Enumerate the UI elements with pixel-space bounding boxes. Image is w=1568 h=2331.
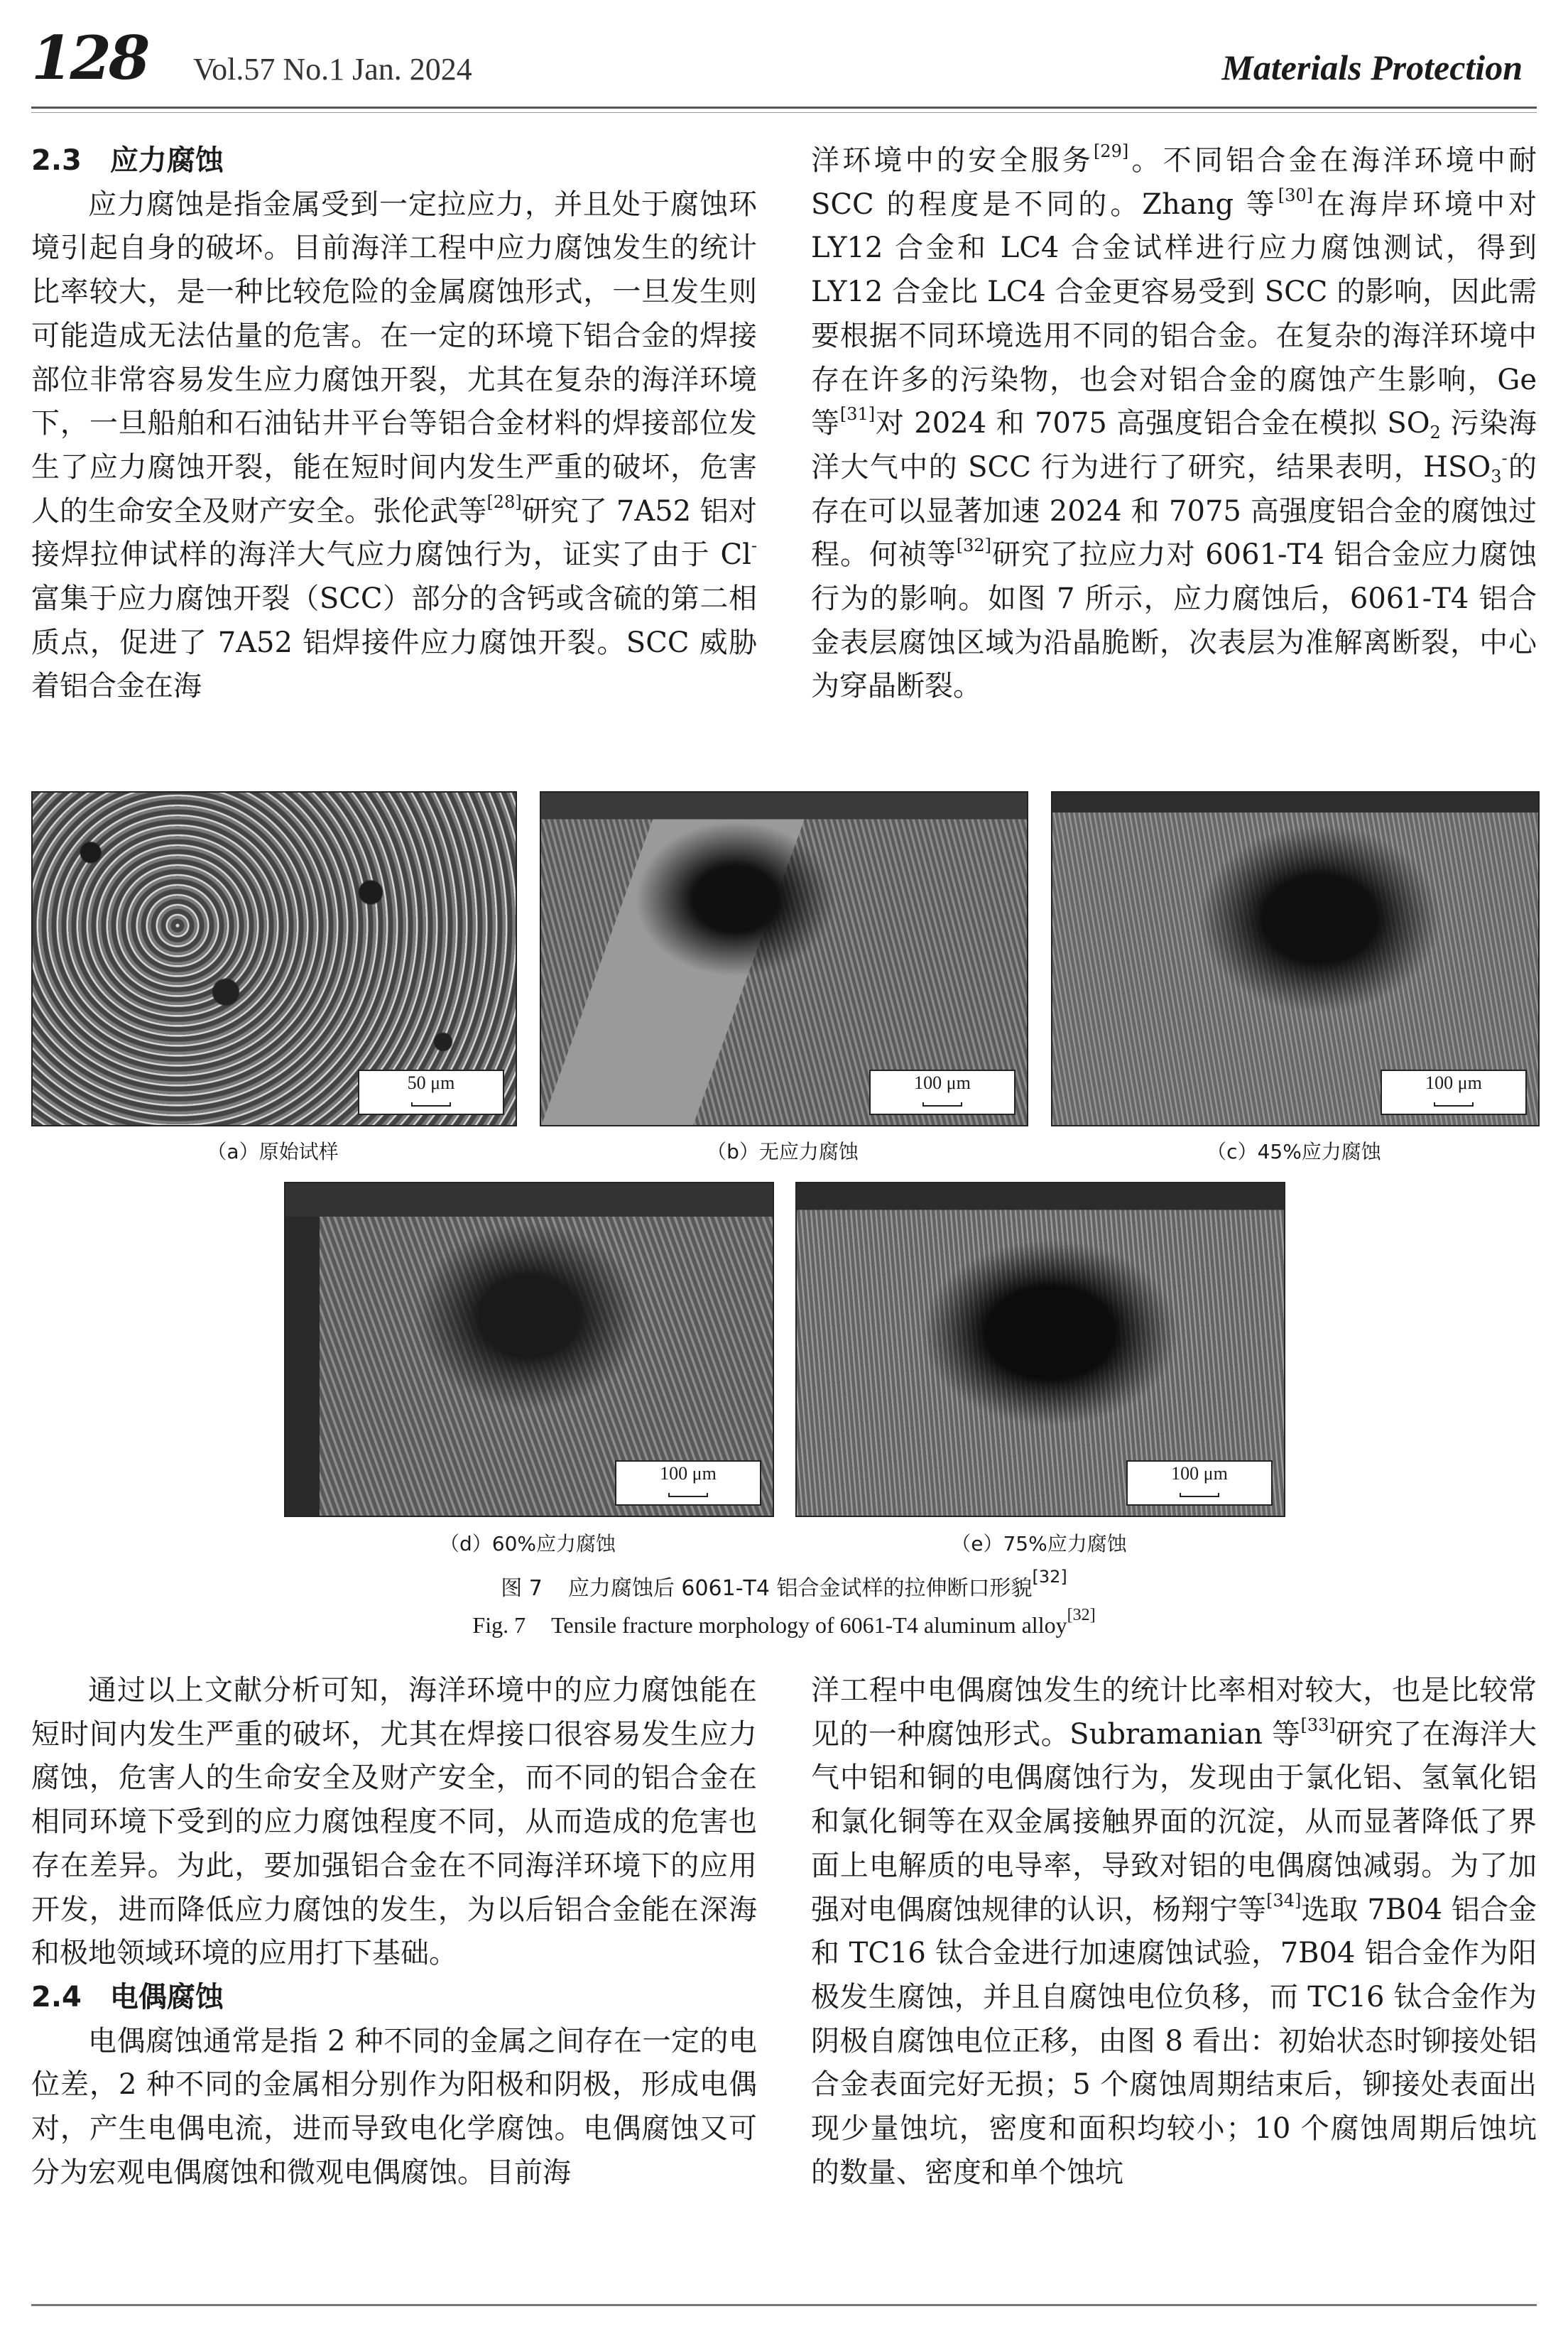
figure-caption-en xyxy=(0,1606,1568,1638)
paragraph: 电偶腐蚀通常是指 2 种不同的金属之间存在一定的电位差，2 种不同的金属相分别作为阳极和阴极，形成电偶对，产生电偶电流，进而导致电化学腐蚀。电偶腐蚀又可分为宏观电偶腐蚀和微观电偶腐蚀。目前海 xyxy=(31,2024,757,2189)
left-column-top xyxy=(31,139,757,709)
caption-text: Tensile fracture morphology of 6061-T4 aluminum alloy xyxy=(551,1612,1067,1638)
scale-label: 100 μm xyxy=(660,1463,717,1484)
section-heading-2-4 xyxy=(31,1976,757,2020)
left-column-bottom xyxy=(31,1669,757,2195)
issue-info: Vol.57 No.1 Jan. 2024 xyxy=(193,52,472,87)
subcaption-a: （a）原始试样 xyxy=(207,1140,339,1163)
text-span: 在海岸环境中对 LY12 合金和 LC4 合金试样进行应力腐蚀测试，得到 LY12 合金比 LC4 合金更容易受到 SCC 的影响，因此需要根据不同环境选用不同的铝合金。在复杂的海洋环境中存在许多的污染物，也会对铝合金的腐蚀产生影响，Ge 等 xyxy=(811,188,1537,440)
scale-label: 100 μm xyxy=(1425,1072,1482,1093)
text-span: 的存在可以显著加速 2024 和 7075 高强度铝合金的腐蚀过程。何祯等 xyxy=(811,450,1537,572)
sem-image-e xyxy=(795,1182,1285,1517)
scale-label: 50 μm xyxy=(407,1072,455,1093)
sem-image-b xyxy=(540,791,1028,1126)
subcaption-c: （c）45%应力腐蚀 xyxy=(1207,1140,1381,1163)
text-span: 污染海洋大气中的 SCC 行为进行了研究，结果表明，HSO xyxy=(811,407,1537,484)
citation: [28] xyxy=(486,491,522,512)
text-span: 。不同铝合金在海洋环境中耐 SCC 的程度是不同的。Zhang 等 xyxy=(811,144,1537,221)
section-title: 电偶腐蚀 xyxy=(109,1980,224,2014)
paragraph xyxy=(811,1669,1537,2195)
text-span: 研究了在海洋大气中铝和铜的电偶腐蚀行为，发现由于氯化铝、氢氧化铝和氯化铜等在双金属接触界面的沉淀，从而显著降低了界面上电解质的电导率，导致对铝的电偶腐蚀减弱。为了加强对电偶腐蚀规律的认识，杨翔宁等 xyxy=(811,1717,1537,1926)
citation: [32] xyxy=(956,536,991,556)
sem-image-c xyxy=(1051,791,1540,1126)
text-span: 洋工程中电偶腐蚀发生的统计比率相对较大，也是比较常见的一种腐蚀形式。Subramanian 等 xyxy=(811,1674,1537,1751)
scale-label: 100 μm xyxy=(914,1072,971,1093)
scale-bar xyxy=(1126,1460,1273,1506)
superscript: - xyxy=(751,536,757,556)
section-title: 应力腐蚀 xyxy=(109,144,224,177)
subscript: 2 xyxy=(1430,423,1441,443)
right-column-bottom xyxy=(811,1669,1537,2195)
citation: [33] xyxy=(1300,1715,1336,1735)
text-span: 对 2024 和 7075 高强度铝合金在模拟 SO xyxy=(875,407,1430,440)
text-span: 富集于应力腐蚀开裂（SCC）部分的含钙或含硫的第二相质点，促进了 7A52 铝焊接件应力腐蚀开裂。SCC 威胁着铝合金在海 xyxy=(31,582,757,703)
citation: [31] xyxy=(839,404,876,425)
paragraph xyxy=(811,139,1537,709)
scale-bar xyxy=(615,1460,761,1506)
figure-label: 图 7 xyxy=(501,1576,543,1601)
superscript: - xyxy=(1501,447,1508,468)
subcaption-b: （b）无应力腐蚀 xyxy=(707,1140,859,1163)
citation: [34] xyxy=(1266,1890,1302,1911)
figure-label: Fig. 7 xyxy=(472,1612,526,1638)
section-number: 2.3 xyxy=(31,144,82,177)
subcaption-e: （e）75%应力腐蚀 xyxy=(951,1532,1127,1555)
sem-image-a xyxy=(31,791,517,1126)
journal-name: Materials Protection xyxy=(1221,48,1523,87)
header-rule xyxy=(31,107,1537,109)
right-column-top xyxy=(811,139,1537,709)
citation: [32] xyxy=(1067,1606,1096,1624)
text-span: 洋环境中的安全服务 xyxy=(811,144,1094,177)
scale-bar xyxy=(1381,1070,1527,1115)
page-number: 128 xyxy=(31,23,148,93)
text-span: 研究了拉应力对 6061-T4 铝合金应力腐蚀行为的影响。如图 7 所示，应力腐蚀后，6061-T4 铝合金表层腐蚀区域为沿晶脆断，次表层为准解离断裂，中心为穿晶断裂。 xyxy=(811,538,1537,703)
text-span: 应力腐蚀是指金属受到一定拉应力，并且处于腐蚀环境引起自身的破坏。目前海洋工程中应力腐蚀发生的统计比率较大，是一种比较危险的金属腐蚀形式，一旦发生则可能造成无法估量的危害。在一定的环境下铝合金的焊接部位非常容易发生应力腐蚀开裂，尤其在复杂的海洋环境下，一旦船舶和石油钻井平台等铝合金材料的焊接部位发生了应力腐蚀开裂，能在短时间内发生严重的破坏，危害人的生命安全及财产安全。张伦武等 xyxy=(31,188,757,528)
footer-rule xyxy=(31,2304,1537,2306)
text-span: 研究了 7A52 铝对接焊拉伸试样的海洋大气应力腐蚀行为，证实了由于 Cl xyxy=(31,494,757,572)
section-heading-2-3 xyxy=(31,139,757,183)
header-rule-thin xyxy=(31,112,1537,113)
scale-bar xyxy=(358,1070,504,1115)
scale-label: 100 μm xyxy=(1171,1463,1228,1484)
subcaption-d: （d）60%应力腐蚀 xyxy=(439,1532,616,1555)
citation: [29] xyxy=(1093,141,1129,161)
caption-text: 应力腐蚀后 6061-T4 铝合金试样的拉伸断口形貌 xyxy=(567,1576,1033,1601)
section-number: 2.4 xyxy=(31,1980,82,2014)
figure-caption-cn xyxy=(0,1567,1568,1601)
subscript: 3 xyxy=(1491,466,1502,487)
paragraph: 通过以上文献分析可知，海洋环境中的应力腐蚀能在短时间内发生严重的破坏，尤其在焊接口很容易发生应力腐蚀，危害人的生命安全及财产安全，而不同的铝合金在相同环境下受到的应力腐蚀程度不同，从而造成的危害也存在差异。为此，要加强铝合金在不同海洋环境下的应用开发，进而降低应力腐蚀的发生，为以后铝合金能在深海和极地领域环境的应用打下基础。 xyxy=(31,1674,757,1970)
sem-image-d xyxy=(284,1182,774,1517)
citation: [32] xyxy=(1032,1567,1067,1587)
text-span: 选取 7B04 铝合金和 TC16 钛合金进行加速腐蚀试验，7B04 铝合金作为阳极发生腐蚀，并且自腐蚀电位负移，而 TC16 钛合金作为阴极自腐蚀电位正移，由图 8 看出：初始状态时铆接处铝合金表面完好无损；5 个腐蚀周期结束后，铆接处表面出现少量蚀坑，密度和面积均较小；10 个腐蚀周期后蚀坑的数量、密度和单个蚀坑 xyxy=(811,1893,1537,2189)
scale-bar xyxy=(869,1070,1016,1115)
citation: [30] xyxy=(1278,185,1314,205)
paragraph xyxy=(31,183,757,709)
